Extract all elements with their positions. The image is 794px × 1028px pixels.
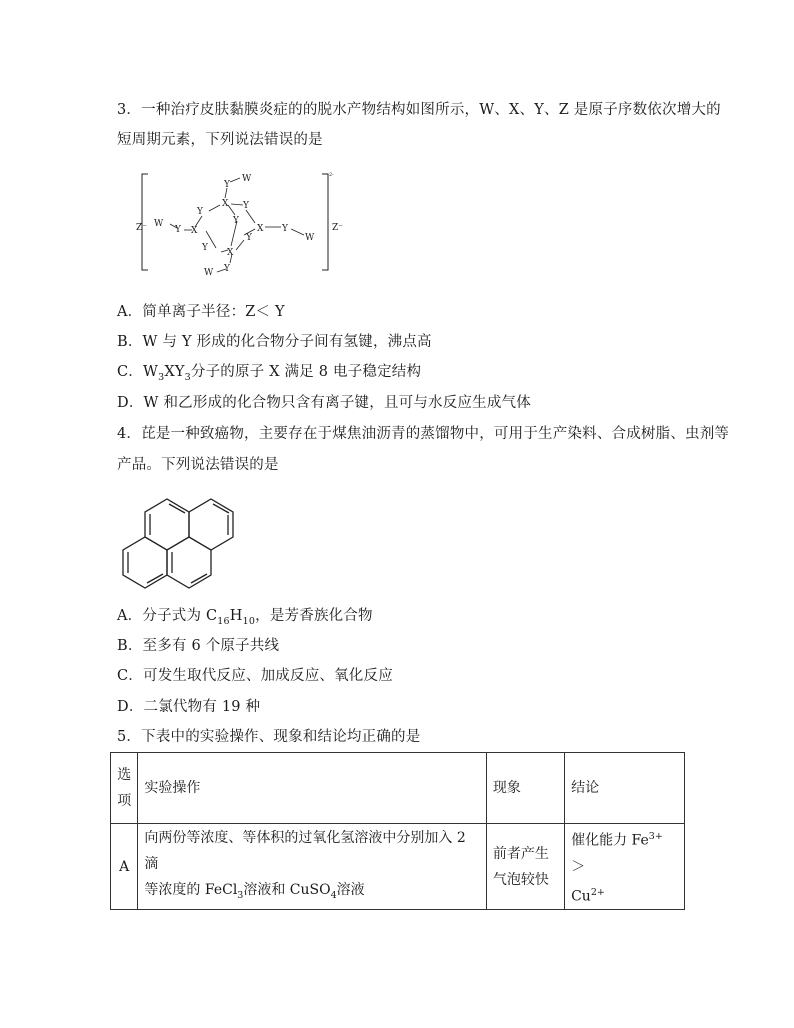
svg-text:Y: Y [202,243,208,253]
svg-text:Y: Y [224,264,230,274]
q3-option-a: A．简单离子半径：Z＜ Y [117,304,285,320]
q4-stem-line1: 4．芘是一种致癌物，主要存在于煤焦油沥青的蒸馏物中，可用于生产染料、合成树脂、虫剂等 [117,426,730,442]
charge-label: 2- [329,172,334,178]
atom-x: X [222,199,229,209]
svg-text:W: W [154,219,164,229]
row-conclusion: 催化能力 $Fe^{3+}$ ＞ $Cu^{2+}$ [565,824,685,910]
svg-text:Y: Y [282,224,288,234]
header-conclusion: 结论 [565,753,685,824]
svg-text:Y: Y [233,216,239,226]
row-operation: 向两份等浓度、等体积的过氧化氢溶液中分别加入 2 滴 等浓度的 FeCl$_3$溶液和 CuSO$_4$溶液 [138,824,486,910]
counter-ion-right: Z⁻ [332,223,344,233]
q3-option-c: C．$W_3XY_3$分子的原子 X 满足 8 电子稳定结构 [117,364,422,383]
svg-text:W: W [204,268,214,278]
row-phenomenon: 前者产生 气泡较快 [486,824,564,910]
row-option: A [111,824,138,910]
q3-option-d: D．W 和乙形成的化合物只含有离子键，且可与水反应生成气体 [117,395,531,411]
q4-option-b: B．至多有 6 个原子共线 [117,638,280,654]
q4-stem-line2: 产品。下列说法错误的是 [117,457,279,473]
svg-text:Y: Y [243,201,249,211]
svg-text:X: X [257,224,264,234]
header-phenomenon: 现象 [486,753,564,824]
atom-w: W [242,174,252,184]
svg-text:W: W [305,233,315,243]
header-operation: 实验操作 [138,753,486,824]
header-option: 选 项 [111,753,138,824]
experiment-table [110,752,685,910]
q4-option-a: A．分子式为 $C_{16}H_{10}$，是芳香族化合物 [117,608,373,627]
q3-stem-line2: 短周期元素，下列说法错误的是 [117,132,323,148]
svg-text:Y: Y [175,225,181,235]
svg-text:X: X [191,226,198,236]
q3-option-b: B．W 与 Y 形成的化合物分子间有氢键，沸点高 [117,334,432,350]
q4-option-c: C．可发生取代反应、加成反应、氧化反应 [117,668,393,684]
table-row [111,824,685,910]
svg-text:Y: Y [246,233,252,243]
counter-ion-left: Z⁻ [136,223,148,233]
atom-y: Y [224,180,230,190]
q3-stem-line1: 3．一种治疗皮肤黏膜炎症的的脱水产物结构如图所示，W、X、Y、Z 是原子序数依次增大的 [117,102,721,118]
svg-text:Y: Y [197,207,203,217]
svg-text:X: X [227,248,234,258]
q5-stem: 5．下表中的实验操作、现象和结论均正确的是 [117,729,421,745]
q4-option-d: D．二氯代物有 19 种 [117,699,261,715]
table-header-row [111,753,685,824]
pyrene-structure-diagram [112,482,262,594]
q3-structure-diagram [136,168,350,278]
